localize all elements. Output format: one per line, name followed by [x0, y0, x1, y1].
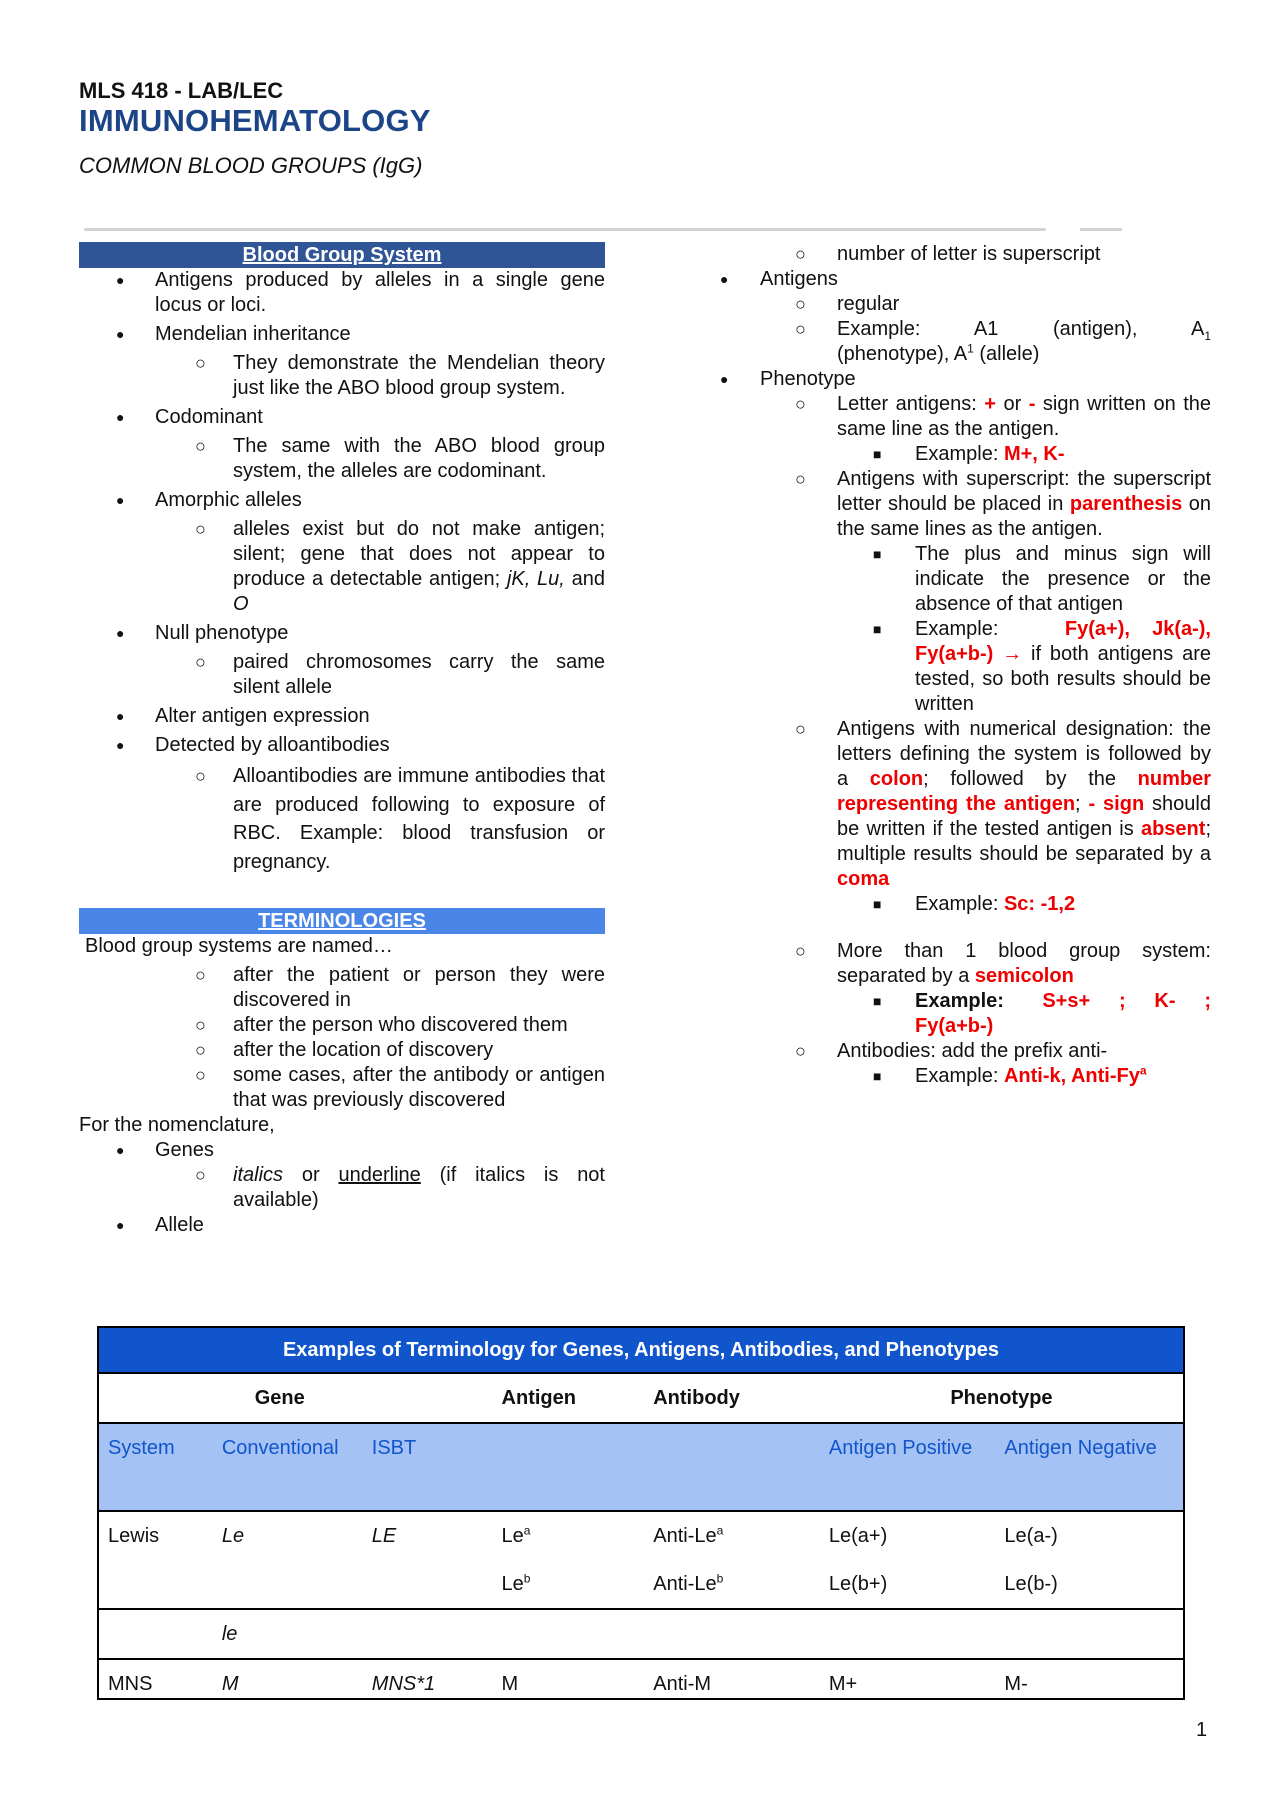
list-item: ○ The same with the ABO blood group system, the alleles are codominant. — [79, 434, 605, 484]
header-gene: Gene — [98, 1373, 492, 1423]
list-item: ● Antigens — [715, 267, 1211, 292]
course-code: MLS 418 - LAB/LEC — [79, 78, 284, 103]
blood-group-system-heading: Blood Group System — [79, 242, 605, 268]
nomenclature-intro: For the nomenclature, — [79, 1114, 275, 1136]
header-antigen: Antigen — [492, 1373, 644, 1423]
table-cell: Le — [221, 1525, 245, 1547]
table-row — [98, 1511, 1184, 1560]
list-item: ● Genes — [79, 1138, 605, 1163]
list-item: ● Allele — [79, 1213, 605, 1238]
table-cell — [362, 1560, 492, 1609]
list-item: ○ alleles exist but do not make antigen; silent; gene that does not appear to produce a detectable antigen; jK, Lu, and O — [79, 517, 605, 617]
list-item: ● Mendelian inheritance — [79, 322, 605, 347]
list-item: ○ after the patient or person they were discovered in — [79, 963, 605, 1013]
table-cell: Le(a-) — [1004, 1525, 1058, 1547]
table-cell: LE — [371, 1525, 397, 1547]
list-item: ○ regular — [715, 292, 1211, 317]
table-caption: Examples of Terminology for Genes, Antigens, Antibodies, and Phenotypes — [98, 1327, 1184, 1373]
table-cell: Le(b+) — [819, 1560, 995, 1609]
table-cell: M — [501, 1673, 519, 1695]
list-item: ● Alter antigen expression — [79, 704, 605, 729]
right-column — [715, 242, 1217, 1089]
table-cell: M — [221, 1673, 239, 1695]
list-item: ○ italics or underline (if italics is not available) — [79, 1163, 605, 1213]
table-row — [98, 1659, 1184, 1708]
header-antibody: Antibody — [643, 1373, 819, 1423]
list-item: ● Null phenotype — [79, 621, 605, 646]
table-cell — [362, 1609, 492, 1659]
subheader-isbt: ISBT — [362, 1423, 492, 1511]
page-title: IMMUNOHEMATOLOGY — [79, 103, 431, 138]
page-subtitle: COMMON BLOOD GROUPS (IgG) — [79, 153, 423, 178]
table-cell — [643, 1609, 819, 1659]
list-item: ■ Example: Sc: -1,2 — [715, 892, 1211, 917]
table-row — [98, 1609, 1184, 1659]
list-item: ● Amorphic alleles — [79, 488, 605, 513]
divider-short — [1080, 228, 1122, 231]
list-item: ○ Example: A1 (antigen), $A_1$ (phenotype), $A^1$ (allele) — [715, 317, 1211, 367]
left-column — [79, 242, 605, 1238]
table-cell — [98, 1560, 212, 1609]
list-item: ○ Alloantibodies are immune antibodies that are produced following to exposure of RBC. Example: blood transfusion or pregnancy. — [79, 762, 605, 876]
table-cell: MNS*1 — [371, 1673, 436, 1695]
table-cell — [492, 1423, 644, 1511]
table-cell — [819, 1609, 995, 1659]
subheader-conventional: Conventional — [212, 1423, 362, 1511]
list-item: ○ They demonstrate the Mendelian theory just like the ABO blood group system. — [79, 351, 605, 401]
list-item: ■ Example: Anti-k, Anti-Fy$^a$ — [715, 1064, 1211, 1089]
list-item: ○ Antigens with numerical designation: the letters defining the system is followed by a colon; followed by the number representing the antigen; - sign should be written if the tested antigen is absent; multiple results should be separated by a coma — [715, 717, 1211, 892]
table-row — [98, 1560, 1184, 1609]
subheader-antigen-positive: Antigen Positive — [819, 1423, 995, 1511]
terminology-table — [97, 1326, 1185, 1708]
subheader-antigen-negative: Antigen Negative — [994, 1423, 1184, 1511]
list-item: ○ some cases, after the antibody or antigen that was previously discovered — [79, 1063, 605, 1113]
list-item: ■ Example: Fy(a+), Jk(a-), Fy(a+b-) → if both antigens are tested, so both results should be written — [715, 617, 1211, 717]
table-cell: le — [212, 1609, 362, 1659]
table-cell: Anti-Le$^a$ — [653, 1523, 724, 1547]
list-item: ● Codominant — [79, 405, 605, 430]
table-cell: MNS — [108, 1673, 153, 1695]
list-item: ■ The plus and minus sign will indicate the presence or the absence of that antigen — [715, 542, 1211, 617]
subheader-system: System — [98, 1423, 212, 1511]
page-number: 1 — [1196, 1719, 1208, 1741]
list-item: ○ after the location of discovery — [79, 1038, 605, 1063]
list-item: ● Antigens produced by alleles in a single gene locus or loci. — [79, 268, 605, 318]
divider — [84, 228, 1046, 231]
named-intro: Blood group systems are named… — [85, 935, 393, 957]
table-cell — [212, 1560, 362, 1609]
list-item: ● Detected by alloantibodies — [79, 733, 605, 758]
table-cell — [643, 1423, 819, 1511]
table-cell: Anti-M — [653, 1673, 712, 1695]
list-item: ● Phenotype — [715, 367, 1211, 392]
table-cell: Le(b-) — [994, 1560, 1184, 1609]
header-phenotype: Phenotype — [819, 1373, 1184, 1423]
table-cell: Le$^b$ — [492, 1560, 644, 1609]
list-item: ○ Letter antigens: + or - sign written on the same line as the antigen. — [715, 392, 1211, 442]
terminologies-heading: TERMINOLOGIES — [79, 908, 605, 934]
spacer — [715, 917, 1211, 939]
list-item: ■ Example: S+s+ ; K- ; Fy(a+b-) — [715, 989, 1211, 1039]
table-cell: Le(a+) — [828, 1525, 888, 1547]
table-cell: M+ — [828, 1673, 858, 1695]
table-cell: Anti-Le$^b$ — [643, 1560, 819, 1609]
list-item: ■ Example: M+, K- — [715, 442, 1211, 467]
table-cell — [98, 1609, 212, 1659]
list-item: ○ Antigens with superscript: the superscript letter should be placed in parenthesis on the same lines as the antigen. — [715, 467, 1211, 542]
list-item: ○ after the person who discovered them — [79, 1013, 605, 1038]
list-item: ○ number of letter is superscript — [715, 242, 1211, 267]
list-item: ○ paired chromosomes carry the same silent allele — [79, 650, 605, 700]
table-cell: Le$^a$ — [501, 1523, 531, 1547]
table-cell: M- — [1004, 1673, 1028, 1695]
table-cell — [492, 1609, 644, 1659]
table-cell — [994, 1609, 1184, 1659]
list-item: ○ Antibodies: add the prefix anti- — [715, 1039, 1211, 1064]
table-cell: Lewis — [108, 1525, 160, 1547]
list-item: ○ More than 1 blood group system: separated by a semicolon — [715, 939, 1211, 989]
